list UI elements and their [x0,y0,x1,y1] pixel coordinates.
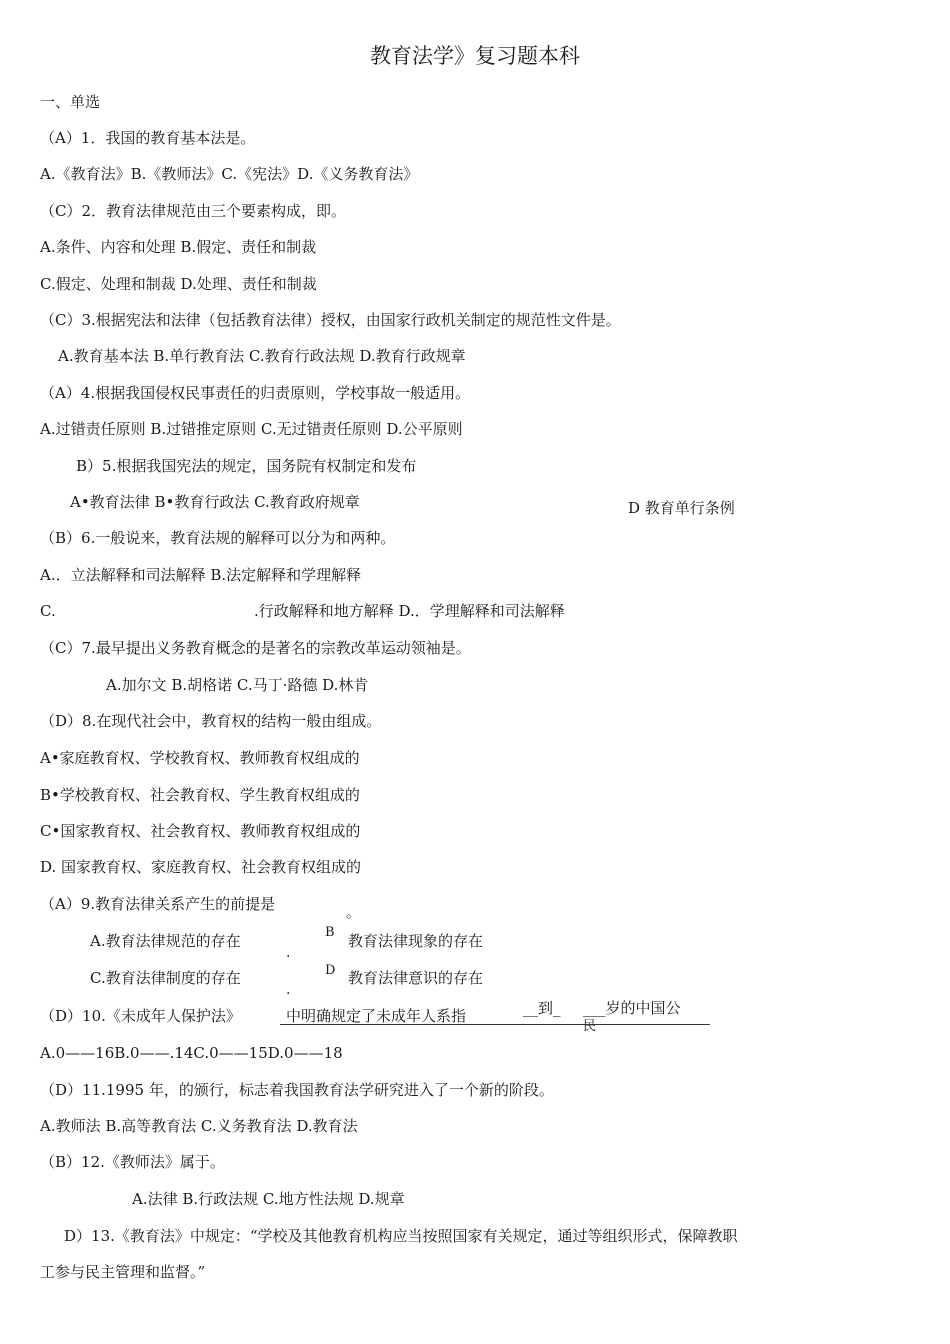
question-5: B）5.根据我国宪法的规定，国务院有权制定和发布 [76,457,417,475]
question-9-option-d: 教育法律意识的存在 [348,969,484,987]
question-2-options-cd: C.假定、处理和制裁 D.处理、责任和制裁 [40,275,317,293]
question-7-options: A.加尔文 B.胡格诺 C.马丁·路德 D.林肯 [106,676,369,694]
question-1-options: A.《教育法》B.《教师法》C.《宪法》D.《义务教育法》 [40,165,419,183]
question-8-option-d: D. 国家教育权、家庭教育权、社会教育权组成的 [40,858,362,876]
question-8-option-a: A•家庭教育权、学校教育权、教师教育权组成的 [40,749,360,767]
section-heading: 一、单选 [40,93,101,111]
question-8-option-c: C•国家教育权、社会教育权、教师教育权组成的 [40,822,361,840]
question-10-fragment-clip [583,1017,603,1034]
question-12: （B）12.《教师法》属于。 [40,1153,225,1171]
question-8: （D）8.在现代社会中，教育权的结构一般由组成。 [40,712,382,730]
page-title: 教育法学》复习题本科 [370,44,580,68]
question-10-options: A.0——16B.0——.14C.0——15D.0——18 [40,1044,343,1062]
question-2-options-ab: A.条件、内容和处理 B.假定、责任和制裁 [40,238,317,256]
question-9-option-c: C.教育法律制度的存在 [90,969,241,987]
question-10-fragment: 民 [583,1019,597,1034]
question-8-option-b: B•学校教育权、社会教育权、学生教育权组成的 [40,786,360,804]
question-7: （C）7.最早提出义务教育概念的是著名的宗教改革运动领袖是。 [40,639,471,657]
question-13: D）13.《教育法》中规定：“学校及其他教育机构应当按照国家有关规定，通过等组织形式，保障教职 [64,1227,738,1245]
question-5-options: A•教育法律 B•教育行政法 C.教育政府规章 [70,493,360,511]
question-9-dot-d: . [286,982,291,998]
question-9-option-a: A.教育法律规范的存在 [90,932,241,950]
question-9-dot-b: . [286,945,291,961]
question-11: （D）11.1995 年，的颁行，标志着我国教育法学研究进入了一个新的阶段。 [40,1081,554,1099]
question-9: （A）9.教育法律关系产生的前提是 [40,895,276,913]
question-9-option-d-label: D [325,963,336,978]
question-6-options-cd: .行政解释和地方解释 D.．学理解释和司法解释 [254,602,565,620]
question-5-option-d: D 教育单行条例 [628,499,735,517]
question-2: （C）2．教育法律规范由三个要素构成，即。 [40,202,347,220]
question-3: （C）3.根据宪法和法律（包括教育法律）授权，由国家行政机关制定的规范性文件是。 [40,311,621,329]
question-11-options: A.教师法 B.高等教育法 C.义务教育法 D.教育法 [40,1117,358,1135]
question-6: （B）6.一般说来，教育法规的解释可以分为和两种。 [40,529,396,547]
question-13-continued: 工参与民主管理和监督。” [40,1263,206,1281]
question-10-tail: ___岁的中国公 [583,999,681,1017]
question-4-options: A.过错责任原则 B.过错推定原则 C.无过错责任原则 D.公平原则 [40,420,463,438]
question-10-underline [280,1024,710,1025]
question-9-option-b-label: B [325,925,335,940]
question-1: （A）1．我国的教育基本法是。 [40,129,256,147]
question-12-options: A.法律 B.行政法规 C.地方性法规 D.规章 [132,1190,405,1208]
question-9-period: 。 [346,903,362,921]
question-10: （D）10.《未成年人保护法》 [40,1007,241,1025]
question-4: （A）4.根据我国侵权民事责任的归责原则，学校事故一般适用。 [40,384,471,402]
question-5-option-d-clip [628,498,758,517]
question-3-options: A.教育基本法 B.单行教育法 C.教育行政法规 D.教育行政规章 [58,347,466,365]
question-10-middle: 中明确规定了未成年人系指 [286,1007,467,1025]
question-10-blank-to: __到_ [523,999,561,1017]
question-6-options-ab: A.．立法解释和司法解释 B.法定解释和学理解释 [40,566,362,584]
question-6-option-c-label: C. [40,602,56,620]
question-9-option-b: 教育法律现象的存在 [348,932,484,950]
